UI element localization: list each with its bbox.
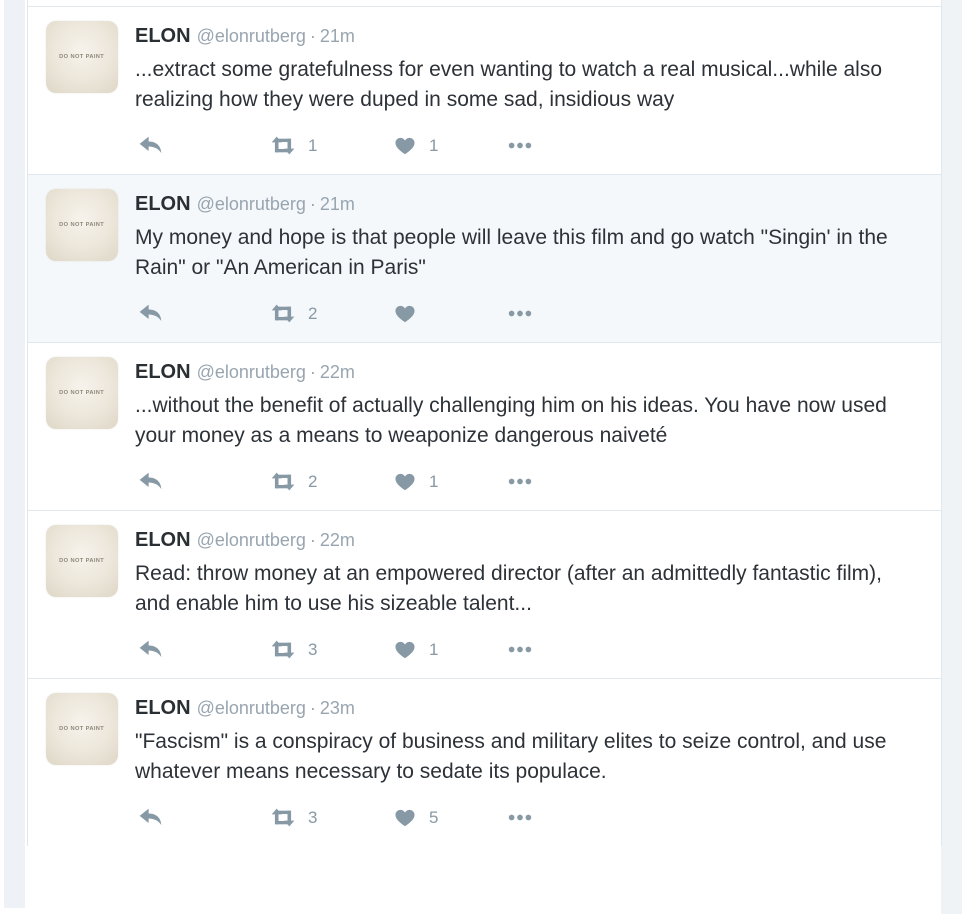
retweet-count: 2 bbox=[308, 471, 318, 491]
retweet-button[interactable] bbox=[270, 303, 393, 324]
like-count: 1 bbox=[429, 135, 439, 155]
avatar[interactable] bbox=[46, 21, 118, 93]
tweet-body bbox=[135, 526, 929, 662]
reply-button[interactable] bbox=[138, 639, 270, 660]
timestamp[interactable]: 21m bbox=[319, 194, 355, 214]
more-button[interactable] bbox=[506, 471, 534, 492]
ellipsis-icon bbox=[506, 303, 534, 324]
reply-icon bbox=[138, 639, 163, 660]
like-button[interactable] bbox=[393, 135, 506, 156]
like-button[interactable] bbox=[393, 639, 506, 660]
avatar-placeholder-text: DO NOT PAINT bbox=[59, 726, 105, 732]
tweet-header bbox=[135, 358, 929, 388]
display-name[interactable]: ELON bbox=[135, 25, 191, 47]
retweet-count: 1 bbox=[308, 135, 318, 155]
avatar-placeholder-text: DO NOT PAINT bbox=[59, 390, 105, 396]
retweet-button[interactable] bbox=[270, 639, 393, 660]
tweet-body bbox=[135, 190, 929, 326]
timestamp[interactable]: 22m bbox=[319, 530, 355, 550]
tweet[interactable] bbox=[28, 510, 941, 678]
more-button[interactable] bbox=[506, 135, 534, 156]
tweet-text: ...extract some gratefulness for even wanting to watch a real musical...while also realizing how they were duped in some sad, insidious way bbox=[135, 58, 883, 111]
separator-dot: · bbox=[309, 26, 316, 46]
avatar[interactable] bbox=[46, 525, 118, 597]
retweet-button[interactable] bbox=[270, 135, 393, 156]
reply-button[interactable] bbox=[138, 303, 270, 324]
timestamp[interactable]: 23m bbox=[319, 698, 355, 718]
ellipsis-icon bbox=[506, 807, 534, 828]
retweet-icon bbox=[270, 303, 296, 324]
retweet-button[interactable] bbox=[270, 471, 393, 492]
heart-icon bbox=[393, 303, 417, 324]
separator-dot: · bbox=[309, 194, 316, 214]
display-name[interactable]: ELON bbox=[135, 697, 191, 719]
retweet-icon bbox=[270, 639, 296, 660]
tweet[interactable] bbox=[28, 342, 941, 510]
avatar-placeholder-text: DO NOT PAINT bbox=[59, 222, 105, 228]
tweet[interactable] bbox=[28, 678, 941, 846]
more-button[interactable] bbox=[506, 303, 534, 324]
user-handle[interactable]: @elonrutberg bbox=[196, 26, 306, 46]
tweet-body bbox=[135, 22, 929, 158]
avatar-placeholder-text: DO NOT PAINT bbox=[59, 54, 105, 60]
tweet-text: "Fascism" is a conspiracy of business and military elites to seize control, and use whatever means necessary to sedate its populace. bbox=[135, 730, 887, 783]
retweet-icon bbox=[270, 471, 296, 492]
tweet[interactable] bbox=[28, 6, 941, 174]
reply-icon bbox=[138, 807, 163, 828]
reply-button[interactable] bbox=[138, 471, 270, 492]
more-button[interactable] bbox=[506, 807, 534, 828]
tweet[interactable] bbox=[28, 174, 941, 342]
like-count: 5 bbox=[429, 807, 439, 827]
page-left-gutter bbox=[4, 0, 25, 908]
user-handle[interactable]: @elonrutberg bbox=[196, 362, 306, 382]
avatar[interactable] bbox=[46, 357, 118, 429]
like-button[interactable] bbox=[393, 471, 506, 492]
like-count: 1 bbox=[429, 639, 439, 659]
tweet-text: Read: throw money at an empowered director (after an admittedly fantastic film), and enable him to use his sizeable talent... bbox=[135, 562, 882, 615]
like-button[interactable] bbox=[393, 807, 506, 828]
display-name[interactable]: ELON bbox=[135, 193, 191, 215]
retweet-button[interactable] bbox=[270, 807, 393, 828]
page-right-gutter bbox=[941, 0, 962, 914]
separator-dot: · bbox=[309, 698, 316, 718]
avatar-placeholder-text: DO NOT PAINT bbox=[59, 558, 105, 564]
tweet-body bbox=[135, 694, 929, 830]
heart-icon bbox=[393, 135, 417, 156]
retweet-count: 3 bbox=[308, 807, 318, 827]
tweet-actions bbox=[135, 803, 929, 830]
avatar[interactable] bbox=[46, 693, 118, 765]
heart-icon bbox=[393, 807, 417, 828]
separator-dot: · bbox=[309, 362, 316, 382]
reply-icon bbox=[138, 471, 163, 492]
tweet-header bbox=[135, 694, 929, 724]
retweet-icon bbox=[270, 135, 296, 156]
separator-dot: · bbox=[309, 530, 316, 550]
tweet-text: My money and hope is that people will leave this film and go watch "Singin' in the Rain" or "An American in Paris" bbox=[135, 226, 888, 279]
ellipsis-icon bbox=[506, 135, 534, 156]
ellipsis-icon bbox=[506, 471, 534, 492]
tweet-text: ...without the benefit of actually challenging him on his ideas. You have now used your money as a means to weaponize dangerous naiveté bbox=[135, 394, 887, 447]
timestamp[interactable]: 22m bbox=[319, 362, 355, 382]
tweet-body bbox=[135, 358, 929, 494]
tweet-header bbox=[135, 190, 929, 220]
heart-icon bbox=[393, 639, 417, 660]
retweet-count: 2 bbox=[308, 303, 318, 323]
like-count: 1 bbox=[429, 471, 439, 491]
tweet-actions bbox=[135, 299, 929, 326]
ellipsis-icon bbox=[506, 639, 534, 660]
reply-icon bbox=[138, 303, 163, 324]
retweet-icon bbox=[270, 807, 296, 828]
tweet-header bbox=[135, 526, 929, 556]
reply-button[interactable] bbox=[138, 135, 270, 156]
user-handle[interactable]: @elonrutberg bbox=[196, 194, 306, 214]
reply-button[interactable] bbox=[138, 807, 270, 828]
display-name[interactable]: ELON bbox=[135, 529, 191, 551]
reply-icon bbox=[138, 135, 163, 156]
heart-icon bbox=[393, 471, 417, 492]
timestamp[interactable]: 21m bbox=[319, 26, 355, 46]
tweet-header bbox=[135, 22, 929, 52]
tweet-actions bbox=[135, 467, 929, 494]
user-handle[interactable]: @elonrutberg bbox=[196, 530, 306, 550]
user-handle[interactable]: @elonrutberg bbox=[196, 698, 306, 718]
tweet-actions bbox=[135, 131, 929, 158]
like-button[interactable] bbox=[393, 303, 506, 324]
more-button[interactable] bbox=[506, 639, 534, 660]
tweet-actions bbox=[135, 635, 929, 662]
display-name[interactable]: ELON bbox=[135, 361, 191, 383]
avatar[interactable] bbox=[46, 189, 118, 261]
tweet-stream bbox=[27, 0, 942, 846]
retweet-count: 3 bbox=[308, 639, 318, 659]
